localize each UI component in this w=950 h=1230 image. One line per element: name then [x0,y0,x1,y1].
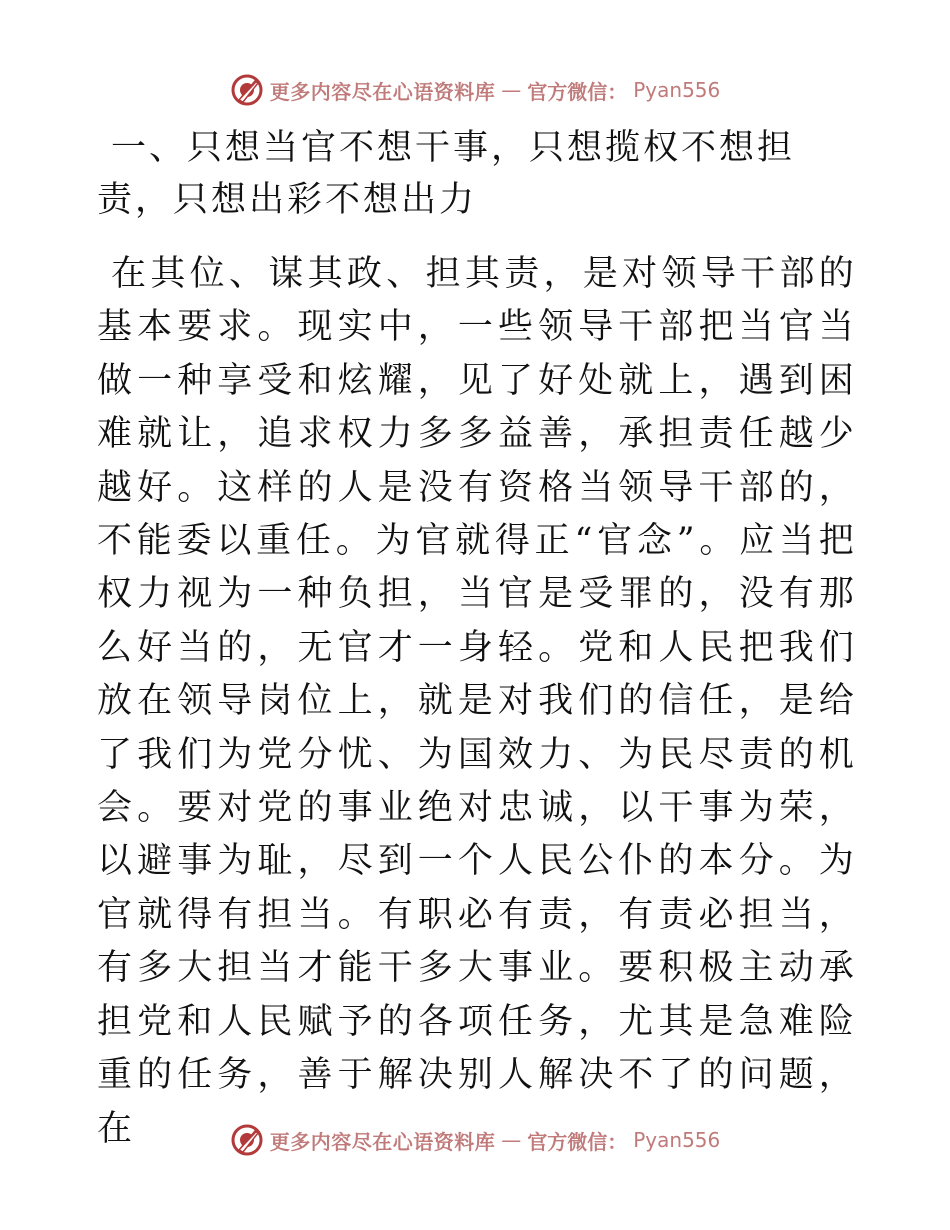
banner-site-text: 更多内容尽在心语资料库 [269,1129,496,1154]
document-content [97,122,857,1156]
body-paragraph: 在其位、谋其政、担其责，是对领导干部的基本要求。现实中，一些领导干部把当官当做一种享受和炫耀，见了好处就上，遇到困难就让，追求权力多多益善，承担责任越少越好。这样的人是没有资格当领导干部的，不能委以重任。为官就得正“官念”。应当把权力视为一种负担，当官是受罪的，没有那么好当的，无官才一身轻。党和人民把我们放在领导岗位上，就是对我们的信任，是给了我们为党分忧、为国效力、为民尽责的机会。要对党的事业绝对忠诚，以干事为荣，以避事为耻，尽到一个人民公仆的本分。为官就得有担当。有职必有责，有责必担当，有多大担当才能干多大事业。要积极主动承担党和人民赋予的各项任务，尤其是急难险重的任务，善于解决别人解决不了的问题，在 [97,254,857,1149]
banner-site-text: 更多内容尽在心语资料库 [269,79,496,104]
banner-wechat-label: 官方微信： [527,1129,628,1154]
banner-wechat-id: Pyan556 [633,1128,721,1152]
header-banner [0,70,950,110]
banner-separator: — [501,78,522,102]
banner-wechat-label: 官方微信： [527,79,628,104]
section-heading: 一、只想当官不想干事，只想揽权不想担责，只想出彩不想出力 [97,128,796,220]
banner-separator: — [501,1128,522,1152]
quill-logo-icon [230,1123,264,1157]
footer-banner [0,1120,950,1160]
quill-logo-icon [230,73,264,107]
banner-wechat-id: Pyan556 [633,78,721,102]
